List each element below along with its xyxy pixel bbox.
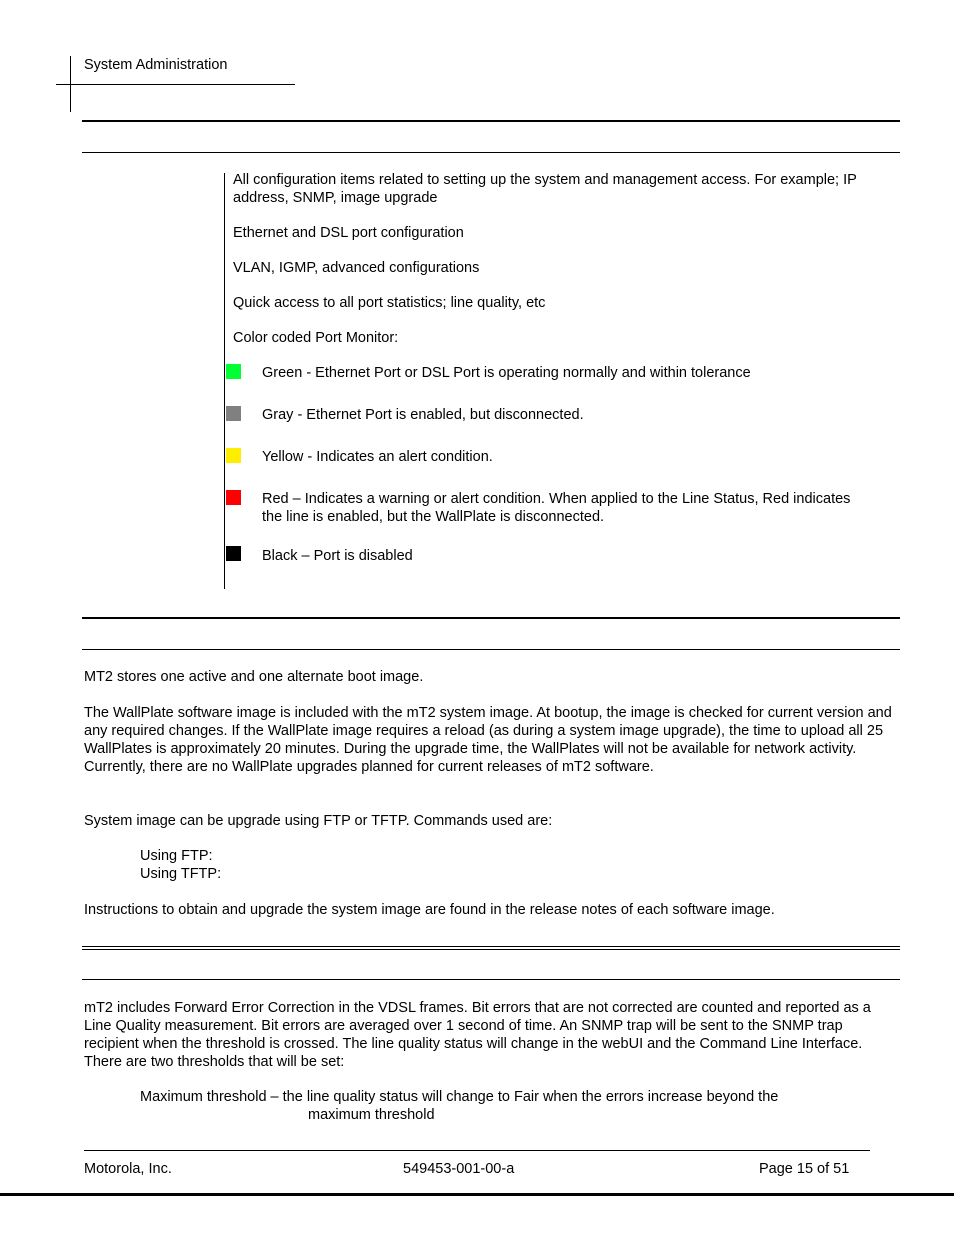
legend-gray-text: Gray - Ethernet Port is enabled, but disconnected. (262, 407, 584, 423)
image-paragraph-1: MT2 stores one active and one alternate boot image. (84, 669, 424, 685)
legend-red-text: Red – Indicates a warning or alert condition. When applied to the Line Status, Red indicates the line is enabled, but the WallPlate is disconnected. (262, 491, 851, 525)
legend-yellow-text: Yellow - Indicates an alert condition. (262, 449, 493, 465)
header-section-title: System Administration (84, 57, 228, 73)
yellow-swatch-icon (226, 448, 241, 463)
section-rule (82, 979, 900, 980)
legend-green-text: Green - Ethernet Port or DSL Port is operating normally and within tolerance (262, 365, 751, 381)
config-item-statistics: Quick access to all port statistics; line quality, etc (233, 295, 546, 311)
red-swatch-icon (226, 490, 241, 505)
section-rule-top (82, 617, 900, 619)
section-rule-top (82, 120, 900, 122)
config-item-ports: Ethernet and DSL port configuration (233, 225, 464, 241)
section-rule (82, 152, 900, 153)
footer-doc-number: 549453-001-00-a (403, 1161, 515, 1177)
black-swatch-icon (226, 546, 241, 561)
footer-rule (84, 1150, 870, 1151)
quality-paragraph-1: mT2 includes Forward Error Correction in the VDSL frames. Bit errors that are not corrected are counted and reported as a Line Quality measurement. Bit errors are averaged over 1 second of time. An SNMP trap will be sent to the SNMP trap recipient when the threshold is crossed. The line quality status will change in the webUI and the Command Line Interface. There are two thresholds that will be set: (84, 1000, 871, 1070)
section-rule-top-second (82, 949, 900, 950)
legend-black-text: Black – Port is disabled (262, 548, 413, 564)
section-rule (82, 649, 900, 650)
gray-swatch-icon (226, 406, 241, 421)
command-ftp: Using FTP: (140, 848, 213, 864)
crop-mark-horizontal (56, 84, 295, 85)
config-item-system: All configuration items related to setting up the system and management access. For example; IP address, SNMP, image upgrade (233, 172, 857, 206)
command-tftp: Using TFTP: (140, 866, 222, 882)
page-bottom-border (0, 1193, 954, 1196)
table-column-divider (224, 173, 225, 589)
max-threshold-line-2: maximum threshold (308, 1107, 435, 1123)
image-paragraph-4: Instructions to obtain and upgrade the system image are found in the release notes of each software image. (84, 902, 775, 918)
image-paragraph-3: System image can be upgrade using FTP or TFTP. Commands used are: (84, 813, 553, 829)
image-paragraph-2: The WallPlate software image is included with the mT2 system image. At bootup, the image is checked for current version and any required changes. If the WallPlate image requires a reload (as during a system image upgrade), the time to upload all 25 WallPlates is approximately 20 minutes. During the upgrade time, the WallPlates will not be available for network activity. Currently, there are no WallPlate upgrades planned for current releases of mT2 software. (84, 705, 892, 775)
footer-company: Motorola, Inc. (84, 1161, 172, 1177)
green-swatch-icon (226, 364, 241, 379)
footer-page-number: Page 15 of 51 (759, 1161, 850, 1177)
max-threshold-line-1: Maximum threshold – the line quality status will change to Fair when the errors increase beyond the (140, 1089, 779, 1105)
config-item-advanced: VLAN, IGMP, advanced configurations (233, 260, 480, 276)
config-item-monitor: Color coded Port Monitor: (233, 330, 399, 346)
section-rule-top (82, 946, 900, 947)
